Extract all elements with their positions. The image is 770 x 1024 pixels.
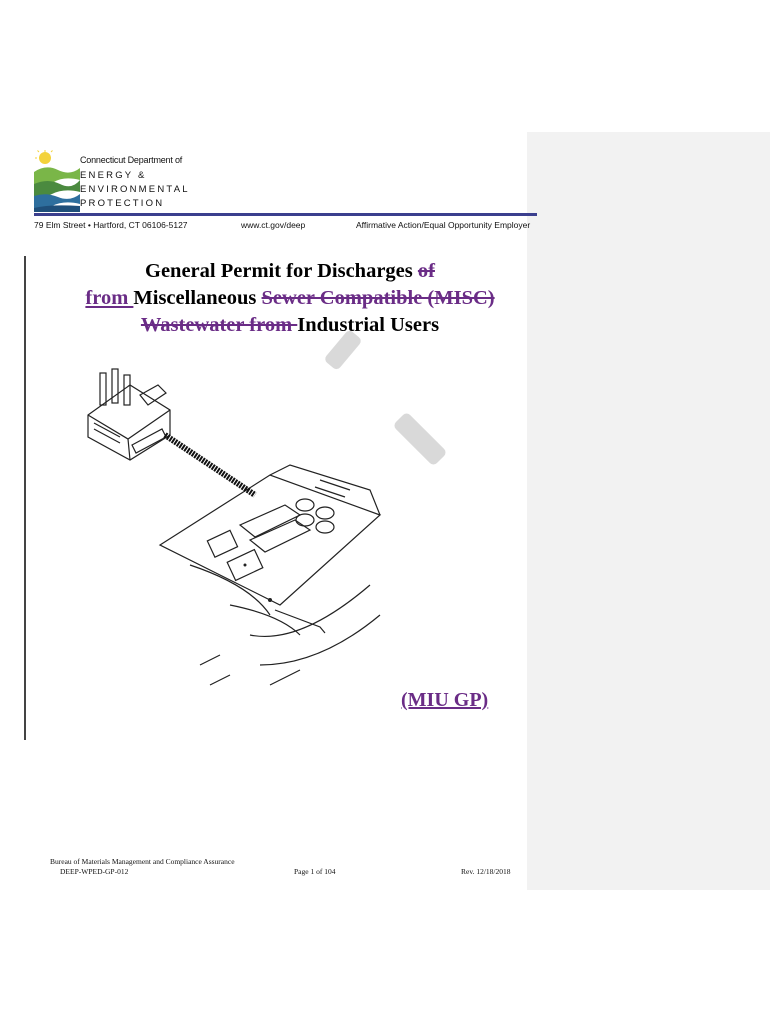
document-title — [40, 258, 540, 339]
footer-doc-id: DEEP-WPED-GP-012 — [60, 867, 129, 876]
header-rule — [34, 213, 537, 216]
title-line-3 — [40, 312, 540, 339]
address: 79 Elm Street • Hartford, CT 06106-5127 — [34, 220, 188, 230]
title-deleted-2: Sewer Compatible (MISC) — [261, 287, 495, 309]
change-bar — [24, 256, 26, 740]
title-inserted-1: from — [85, 287, 134, 309]
website-link[interactable]: www.ct.gov/deep — [241, 220, 306, 230]
title-text-3: Industrial Users — [297, 314, 440, 336]
comment-pane — [527, 132, 770, 890]
org-line-4: PROTECTION — [80, 198, 165, 209]
title-text-1: General Permit for Discharges — [145, 260, 418, 282]
footer-page-number: Page 1 of 104 — [294, 867, 336, 876]
eeo-statement: Affirmative Action/Equal Opportunity Employer — [356, 220, 531, 230]
org-line-1: Connecticut Department of — [80, 155, 183, 165]
org-line-3: ENVIRONMENTAL — [80, 184, 190, 195]
industrial-wastewater-illustration — [70, 365, 390, 695]
deep-logo-icon — [34, 150, 80, 212]
footer-bureau: Bureau of Materials Management and Compliance Assurance — [50, 857, 235, 866]
permit-acronym: (MIU GP) — [401, 689, 489, 711]
title-line-2 — [40, 285, 540, 312]
title-text-2: Miscellaneous — [133, 287, 262, 309]
title-line-1 — [40, 258, 540, 285]
draft-watermark-stroke-2 — [392, 411, 447, 466]
org-line-2: ENERGY & — [80, 170, 147, 181]
title-deleted-1: of — [417, 260, 435, 282]
footer-revision: Rev. 12/18/2018 — [461, 867, 511, 876]
title-deleted-3: Wastewater from — [140, 314, 298, 336]
